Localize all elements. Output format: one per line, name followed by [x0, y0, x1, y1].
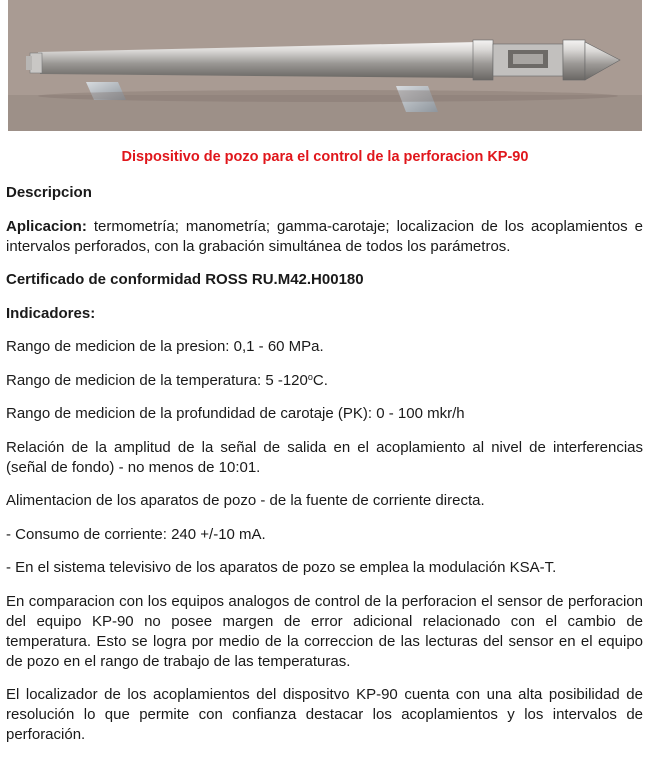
- comparacion-paragraph: En comparacion con los equipos analogos de control de la perforacion el sensor de perforacion del equipo KP-90 no posee margen de error adicional relacionado con el cambio de temperatura. Esto se logra por medio de la correccion de las lecturas del sensor en el equipo de pozo en el rango de trabajo de las temperaturas.: [6, 592, 643, 670]
- profundidad-line: Rango de medicion de la profundidad de carotaje (PK): 0 - 100 mkr/h: [6, 405, 465, 422]
- relacion-paragraph: Relación de la amplitud de la señal de salida en el acoplamiento al nivel de interferencias (señal de fondo) - no menos de 10:01.: [6, 438, 643, 476]
- product-photo: [8, 0, 642, 131]
- alimentacion-line: Alimentacion de los aparatos de pozo - de la fuente de corriente directa.: [6, 492, 485, 509]
- downhole-tool-photo: [8, 0, 642, 131]
- temperatura-line: Rango de medicion de la temperatura: 5 -120$^o$C.: [6, 371, 328, 389]
- consumo-line: - Consumo de corriente: 240 +/-10 mA.: [6, 525, 266, 543]
- descripcion-heading: Descripcion: [6, 184, 92, 201]
- page-title: Dispositivo de pozo para el control de la perforacion KP-90: [121, 149, 529, 165]
- aplicacion-paragraph: Aplicacion: termometría; manometría; gamma-carotaje; localizacion de los acoplamientos e intervalos perforados, con la grabación simultánea de todos los parámetros.: [6, 217, 643, 255]
- indicadores-heading: Indicadores:: [6, 304, 96, 322]
- certificado-heading: Certificado de conformidad ROSS RU.M42.H00180: [6, 271, 364, 288]
- description-body: [6, 183, 643, 759]
- sistema-line: - En el sistema televisivo de los aparatos de pozo se emplea la modulación KSA-T.: [6, 559, 557, 576]
- aplicacion-label: Aplicacion:: [6, 217, 87, 235]
- presion-line: Rango de medicion de la presion: 0,1 - 60 MPa.: [6, 338, 324, 355]
- localizador-paragraph: El localizador de los acoplamientos del dispositvo KP-90 cuenta con una alta posibilidad de resolución lo que permite con confianza destacar los acoplamientos y los intervalos de perforación.: [6, 686, 643, 743]
